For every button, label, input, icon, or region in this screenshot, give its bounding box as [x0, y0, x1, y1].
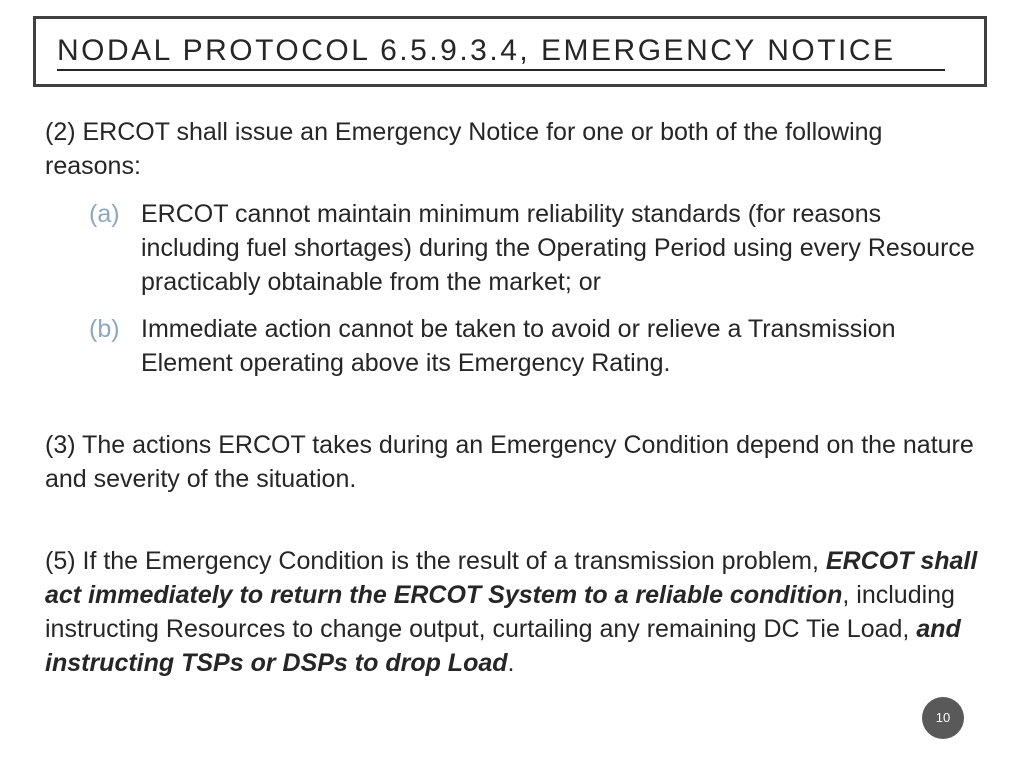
page-number-badge: 10	[922, 697, 964, 739]
list-item-b-text: Immediate action cannot be taken to avoid or relieve a Transmission Element operating above its Emergency Rating.	[141, 315, 896, 377]
title-underline	[57, 69, 945, 71]
section-5-text-1: (5) If the Emergency Condition is the result of a transmission problem,	[45, 547, 826, 575]
section-2-paragraph: (2) ERCOT shall issue an Emergency Notice for one or both of the following reasons:	[45, 118, 883, 180]
list-item-a	[89, 197, 979, 299]
section-5-emphasis-1: ERCOT shall act immediately to return the ERCOT System to a reliable condition	[45, 547, 978, 609]
slide-title: NODAL PROTOCOL 6.5.9.3.4, EMERGENCY NOTICE	[57, 34, 896, 67]
list-item-b	[89, 312, 979, 380]
list-item-a-text: ERCOT cannot maintain minimum reliability standards (for reasons including fuel shortages) during the Operating Period using every Resource practicably obtainable from the market; or	[141, 200, 975, 296]
section-5-emphasis-2: and instructing TSPs or DSPs to drop Load	[45, 615, 961, 677]
list-marker-b: (b)	[89, 315, 120, 343]
section-5-text-2: , including instructing Resources to change output, curtailing any remaining DC Tie Load,	[45, 581, 955, 643]
section-5-paragraph	[45, 544, 985, 680]
title-box	[33, 16, 987, 87]
section-3-paragraph: (3) The actions ERCOT takes during an Emergency Condition depend on the nature and severity of the situation.	[45, 431, 974, 493]
section-5-text-3: .	[507, 649, 515, 677]
list-marker-a: (a)	[89, 200, 120, 228]
